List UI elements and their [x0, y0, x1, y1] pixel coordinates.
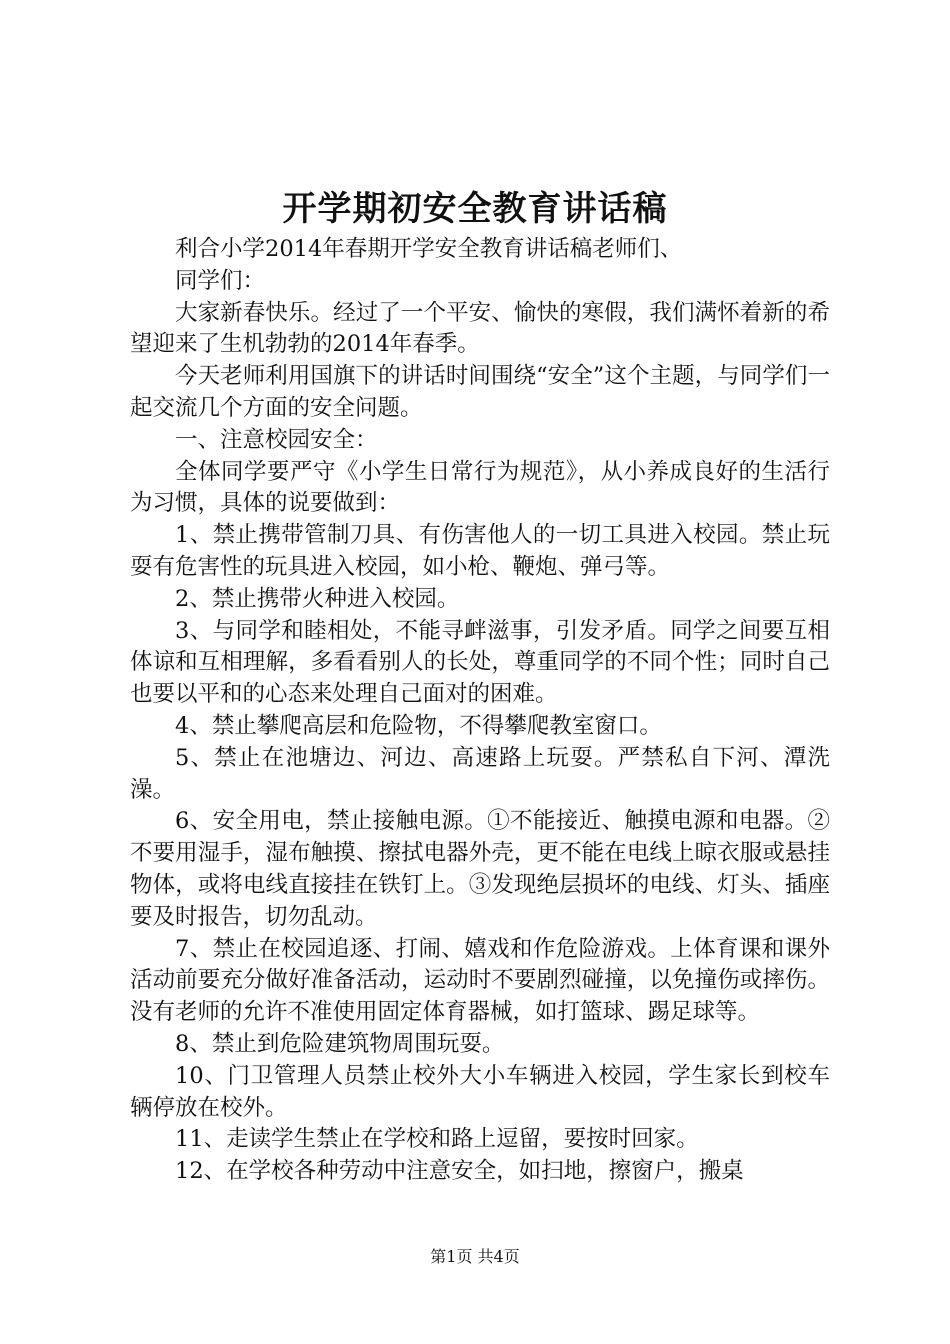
list-item: 12、在学校各种劳动中注意安全，如扫地，擦窗户，搬桌 [175, 1158, 744, 1185]
page-footer: 第1页 共4页 [430, 1247, 520, 1266]
list-item: 6、安全用电，禁止接触电源。①不能接近、触摸电源和电器。②不要用湿手，湿布触摸、擦拭电器外壳，更不能在电线上晾衣服或悬挂物体，或将电线直接挂在铁钉上。③发现绝层损坏的电线、灯头、插座要及时报告，切勿乱动。 [130, 808, 830, 930]
paragraph: 全体同学要严守《小学生日常行为规范》，从小养成良好的生活行为习惯，具体的说要做到： [130, 458, 830, 517]
document-title: 开学期初安全教育讲话稿 [282, 189, 668, 229]
list-item: 10、门卫管理人员禁止校外大小车辆进入校园，学生家长到校车辆停放在校外。 [130, 1062, 830, 1121]
list-item: 1、禁止携带管制刀具、有伤害他人的一切工具进入校园。禁止玩耍有危害性的玩具进入校园，如小枪、鞭炮、弹弓等。 [130, 522, 830, 580]
paragraph: 利合小学2014年春期开学安全教育讲话稿老师们、 [175, 236, 683, 262]
section-heading: 一、注意校园安全： [175, 426, 378, 453]
list-item: 3、与同学和睦相处，不能寻衅滋事，引发矛盾。同学之间要互相体谅和互相理解，多看看别人的长处，尊重同学的不同个性；同时自己也要以平和的心态来处理自己面对的困难。 [130, 617, 830, 708]
paragraph: 今天老师利用国旗下的讲话时间围绕“安全”这个主题，与同学们一起交流几个方面的安全问题。 [130, 363, 830, 421]
paragraph: 同学们： [175, 267, 266, 294]
list-item: 2、禁止携带火种进入校园。 [175, 585, 460, 612]
list-item: 5、禁止在池塘边、河边、高速路上玩耍。严禁私自下河、潭洗澡。 [130, 744, 830, 803]
list-item: 4、禁止攀爬高层和危险物，不得攀爬教室窗口。 [175, 712, 662, 739]
paragraph: 大家新春快乐。经过了一个平安、愉快的寒假，我们满怀着新的希望迎来了生机勃勃的2014年春季。 [130, 299, 830, 358]
list-item: 8、禁止到危险建筑物周围玩耍。 [175, 1030, 505, 1057]
list-item: 7、禁止在校园追逐、打闹、嬉戏和作危险游戏。上体育课和课外活动前要充分做好准备活动，运动时不要剧烈碰撞，以免撞伤或摔伤。没有老师的允许不准使用固定体育器械，如打篮球、踢足球等。 [130, 935, 830, 1026]
document-body [130, 234, 830, 1188]
list-item: 11、走读学生禁止在学校和路上逗留，要按时回家。 [175, 1126, 699, 1153]
